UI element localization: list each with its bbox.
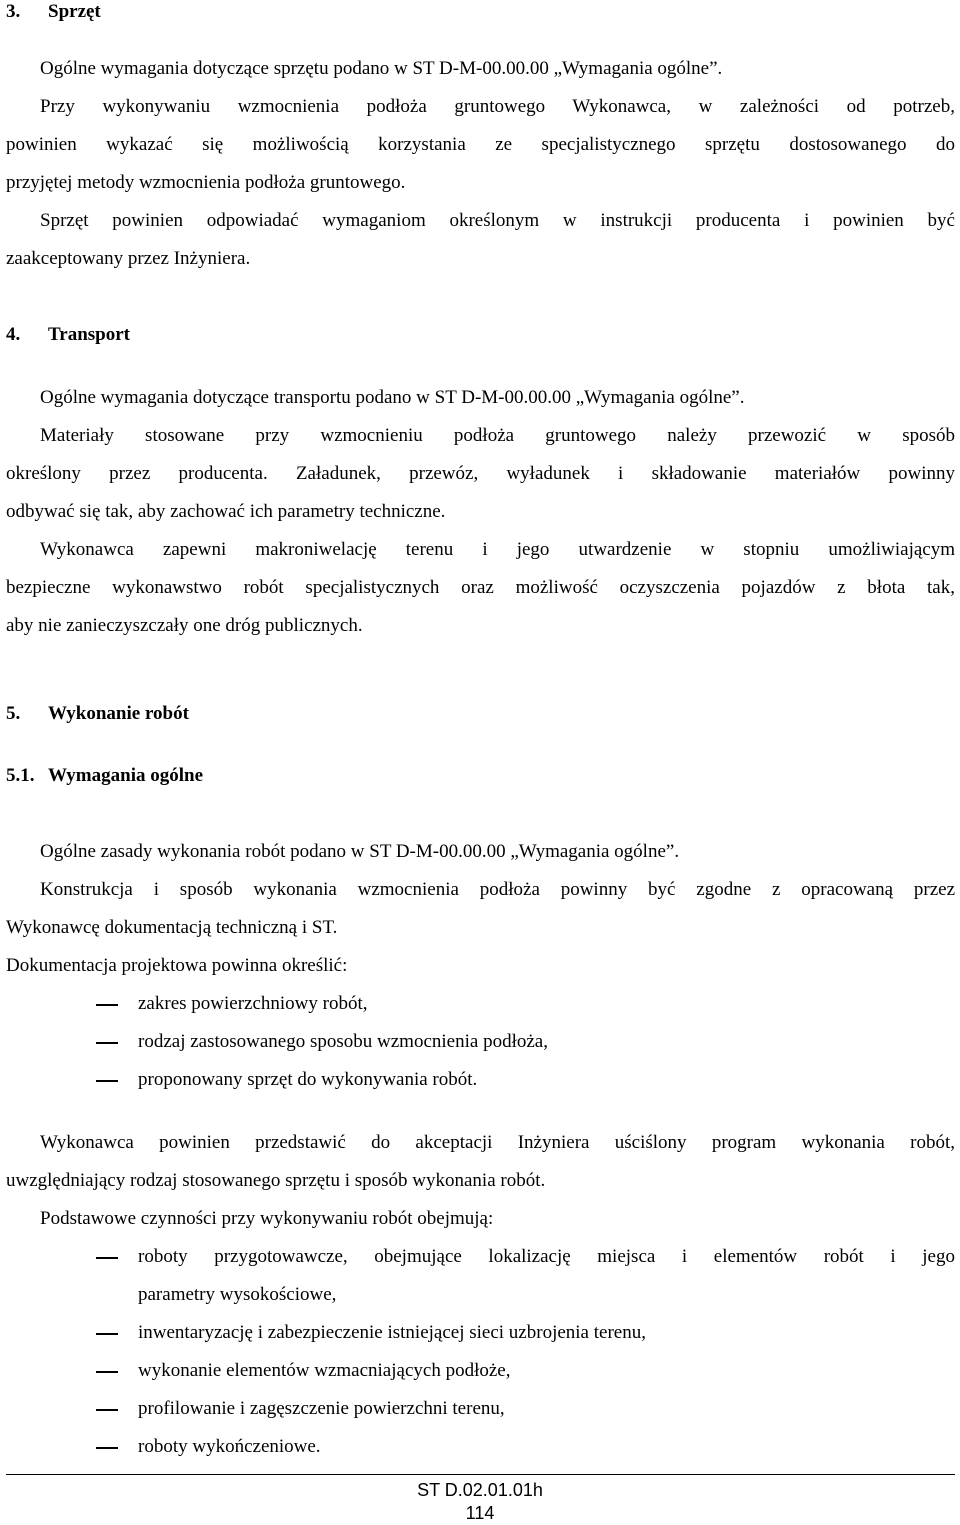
section-title: Transport <box>48 324 130 345</box>
paragraph-line: Sprzęt powinien odpowiadać wymaganiom określonym w instrukcji producenta i powinien być <box>40 210 955 231</box>
paragraph-line: Materiały stosowane przy wzmocnieniu podłoża gruntowego należy przewozić w sposób <box>40 425 955 446</box>
list-dash-icon <box>96 1371 118 1373</box>
list-dash-icon <box>96 1333 118 1335</box>
paragraph-line: Ogólne wymagania dotyczące transportu podano w ST D-M-00.00.00 „Wymagania ogólne”. <box>40 387 745 408</box>
footer-doc-code: ST D.02.01.01h <box>417 1480 543 1500</box>
footer-rule <box>6 1474 955 1475</box>
paragraph-line: przyjętej metody wzmocnienia podłoża gruntowego. <box>6 172 406 193</box>
list-dash-icon <box>96 1080 118 1082</box>
list-item: profilowanie i zagęszczenie powierzchni terenu, <box>138 1398 505 1419</box>
list-item: rodzaj zastosowanego sposobu wzmocnienia podłoża, <box>138 1031 548 1052</box>
paragraph-line: Wykonawca zapewni makroniwelację terenu i jego utwardzenie w stopniu umożliwiającym <box>40 539 955 560</box>
section-title: Sprzęt <box>48 1 101 22</box>
paragraph-line: Przy wykonywaniu wzmocnienia podłoża gruntowego Wykonawca, w zależności od potrzeb, <box>40 96 955 117</box>
section-number: 4. <box>6 324 21 345</box>
list-dash-icon <box>96 1409 118 1411</box>
section-number: 5. <box>6 703 21 724</box>
paragraph-line: aby nie zanieczyszczały one dróg publicznych. <box>6 615 363 636</box>
footer-page-number: 114 <box>465 1503 495 1523</box>
paragraph-line: Ogólne wymagania dotyczące sprzętu podano w ST D-M-00.00.00 „Wymagania ogólne”. <box>40 58 723 79</box>
list-item: zakres powierzchniowy robót, <box>138 993 368 1014</box>
list-dash-icon <box>96 1042 118 1044</box>
list-item: proponowany sprzęt do wykonywania robót. <box>138 1069 478 1090</box>
section-4-heading <box>6 323 955 347</box>
section-title: Wymagania ogólne <box>48 765 203 786</box>
list-item: inwentaryzację i zabezpieczenie istniejącej sieci uzbrojenia terenu, <box>138 1322 646 1343</box>
paragraph-line: Dokumentacja projektowa powinna określić: <box>6 955 348 976</box>
list-dash-icon <box>96 1257 118 1259</box>
section-number: 3. <box>6 1 21 22</box>
list-dash-icon <box>96 1004 118 1006</box>
paragraph-line: bezpieczne wykonawstwo robót specjalistycznych oraz możliwość oczyszczenia pojazdów z błota tak, <box>6 577 955 598</box>
section-5-heading <box>6 702 955 726</box>
paragraph-line: określony przez producenta. Załadunek, przewóz, wyładunek i składowanie materiałów powinny <box>6 463 955 484</box>
paragraph-line: Podstawowe czynności przy wykonywaniu robót obejmują: <box>40 1208 494 1229</box>
paragraph-line: Ogólne zasady wykonania robót podano w ST D-M-00.00.00 „Wymagania ogólne”. <box>40 841 680 862</box>
paragraph-line: Konstrukcja i sposób wykonania wzmocnienia podłoża powinny być zgodne z opracowaną przez <box>40 879 955 900</box>
paragraph-line: odbywać się tak, aby zachować ich parametry techniczne. <box>6 501 446 522</box>
section-title: Wykonanie robót <box>48 703 189 724</box>
paragraph-line: zaakceptowany przez Inżyniera. <box>6 248 251 269</box>
list-item: roboty przygotowawcze, obejmujące lokalizację miejsca i elementów robót i jego <box>138 1246 955 1267</box>
list-item-continuation: parametry wysokościowe, <box>138 1284 337 1305</box>
list-dash-icon <box>96 1447 118 1449</box>
paragraph-line: Wykonawca powinien przedstawić do akceptacji Inżyniera uściślony program wykonania robót, <box>40 1132 955 1153</box>
list-item: roboty wykończeniowe. <box>138 1436 321 1457</box>
list-item: wykonanie elementów wzmacniających podłoże, <box>138 1360 511 1381</box>
section-5-1-heading <box>6 764 955 788</box>
paragraph-line: Wykonawcę dokumentacją techniczną i ST. <box>6 917 338 938</box>
section-number: 5.1. <box>6 765 35 786</box>
paragraph-line: uwzględniający rodzaj stosowanego sprzętu i sposób wykonania robót. <box>6 1170 546 1191</box>
paragraph-line: powinien wykazać się możliwością korzystania ze specjalistycznego sprzętu dostosowanego do <box>6 134 955 155</box>
section-3-heading <box>6 0 955 24</box>
